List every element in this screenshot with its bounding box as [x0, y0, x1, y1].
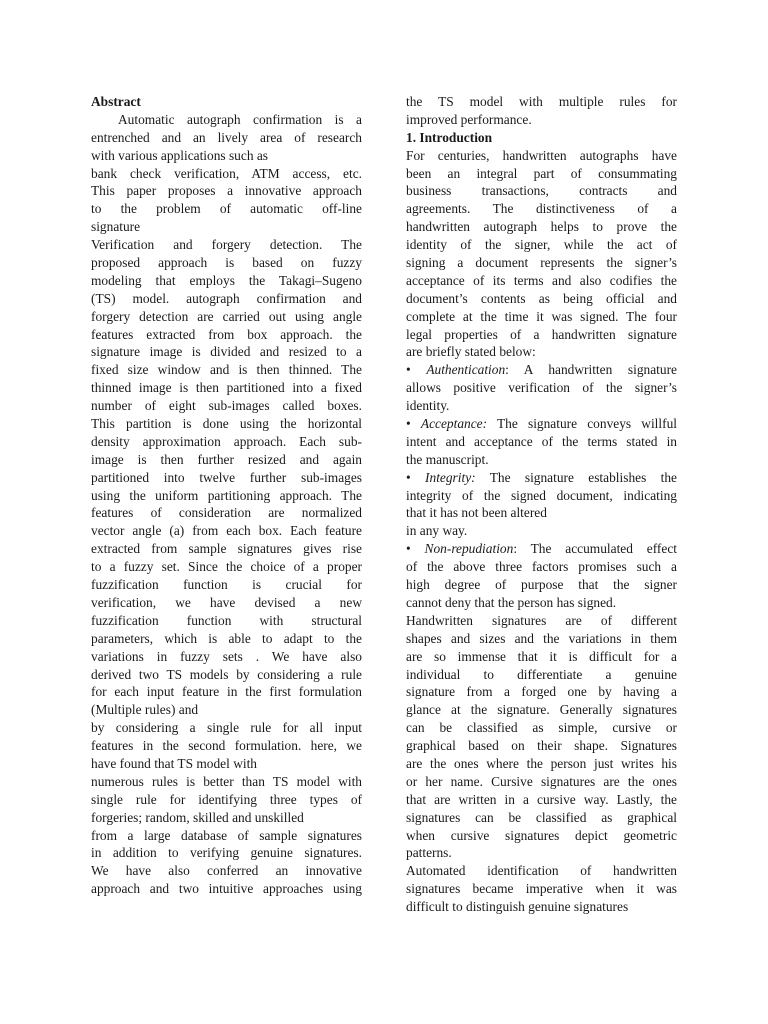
bullet-icon: •: [406, 469, 411, 485]
bullet-text: The signature establishes the: [475, 469, 677, 485]
abstract-line: partitioned into twelve further sub-images: [91, 469, 362, 485]
abstract-line: proposed approach is based on fuzzy: [91, 255, 362, 271]
abstract-line: This partition is done using the horizontal: [91, 416, 362, 432]
body-line: individual to differentiate a genuine: [406, 666, 677, 682]
bullet-line: identity.: [406, 398, 450, 414]
body-line: Handwritten signatures are of different: [406, 612, 677, 628]
body-line: graphical based on their shape. Signatures: [406, 738, 677, 754]
abstract-line: thinned image is then partitioned into a fixed: [91, 380, 362, 396]
body-line: when cursive signatures depict geometric: [406, 827, 677, 843]
introduction-heading: 1. Introduction: [406, 129, 493, 145]
abstract-line: fuzzification function with structural: [91, 612, 362, 628]
abstract-line: by considering a single rule for all input: [91, 720, 362, 736]
intro-line: For centuries, handwritten autographs have: [406, 147, 677, 163]
abstract-line: from a large database of sample signatures: [91, 827, 362, 843]
bullet-text: : A handwritten signature: [505, 362, 677, 378]
body-line: signature from a forged one by having a: [406, 684, 677, 700]
bullet-text: : The accumulated effect: [513, 541, 677, 557]
abstract-line: single rule for identifying three types of: [91, 791, 362, 807]
abstract-line: features in the second formulation. here, we: [91, 738, 362, 754]
intro-line: identity of the signer, while the act of: [406, 237, 677, 253]
body-line: shapes and sizes and the variations in them: [406, 630, 677, 646]
body-line: are so immense that it is difficult for a: [406, 648, 677, 664]
abstract-heading: Abstract: [91, 94, 141, 109]
abstract-line: signature: [91, 219, 141, 235]
abstract-line: variations in fuzzy sets . We have also: [91, 648, 362, 664]
abstract-line: derived two TS models by considering a rule: [91, 666, 362, 682]
bullet-authentication: [406, 361, 677, 379]
term-non-repudiation: Non-repudiation: [424, 541, 514, 557]
bullet-line: allows positive verification of the signer’s: [406, 380, 677, 396]
abstract-line: This paper proposes a innovative approach: [91, 183, 362, 199]
term-acceptance: Acceptance:: [420, 416, 488, 432]
abstract-line: to the problem of automatic off-line: [91, 201, 362, 217]
abstract-line: entrenched and an lively area of research: [91, 129, 362, 145]
abstract-line: numerous rules is better than TS model with: [91, 773, 362, 789]
body-line: that are written in a cursive way. Lastly, the: [406, 791, 677, 807]
abstract-line: (Multiple rules) and: [91, 702, 199, 718]
bullet-icon: •: [406, 416, 411, 432]
bullet-non-repudiation: [406, 540, 677, 558]
abstract-line: approach and two intuitive approaches using: [91, 881, 362, 897]
bullet-text: The signature conveys willful: [487, 416, 677, 432]
abstract-line: modeling that employs the Takagi–Sugeno: [91, 272, 362, 288]
bullet-icon: •: [406, 541, 411, 557]
bullet-acceptance: [406, 415, 677, 433]
abstract-line: number of eight sub-images called boxes.: [91, 398, 362, 414]
abstract-line: density approximation approach. Each sub-: [91, 433, 362, 449]
abstract-line: with various applications such as: [91, 147, 269, 163]
abstract-line: forgery detection are carried out using angle: [91, 308, 362, 324]
abstract-line: features extracted from box approach. the: [91, 326, 362, 342]
term-authentication: Authentication: [426, 362, 506, 378]
abstract-line: using the uniform partitioning approach. The: [91, 487, 362, 503]
abstract-line: fixed size window and is then thinned. The: [91, 362, 362, 378]
body-line: glance at the signature. Generally signatures: [406, 702, 677, 718]
term-integrity: Integrity:: [425, 469, 476, 485]
body-line: signatures can be classified as graphical: [406, 809, 677, 825]
abstract-line: improved performance.: [406, 111, 532, 127]
body-line: patterns.: [406, 845, 452, 861]
intro-line: been an integral part of consummating: [406, 165, 677, 181]
bullet-line: of the above three factors promises such a: [406, 559, 677, 575]
abstract-line: have found that TS model with: [91, 755, 257, 771]
abstract-line: verification, we have devised a new: [91, 594, 362, 610]
bullet-line: that it has not been altered: [406, 505, 547, 521]
body-line: can be classified as simple, cursive or: [406, 720, 677, 736]
bullet-line: high degree of purpose that the signer: [406, 577, 677, 593]
bullet-line: cannot deny that the person has signed.: [406, 594, 617, 610]
abstract-line: (TS) model. autograph confirmation and: [91, 290, 362, 306]
abstract-line: Automatic autograph confirmation is a: [118, 111, 362, 127]
abstract-line: parameters, which is able to adapt to the: [91, 630, 362, 646]
intro-line: acceptance of its terms and also codifies the: [406, 272, 677, 288]
intro-line: signing a document represents the signer’s: [406, 255, 677, 271]
abstract-line: the TS model with multiple rules for: [406, 94, 677, 109]
intro-line: agreements. The distinctiveness of a: [406, 201, 677, 217]
body-line: are the ones where the person just writes his: [406, 755, 677, 771]
intro-line: business transactions, contracts and: [406, 183, 677, 199]
abstract-line: forgeries; random, skilled and unskilled: [91, 809, 304, 825]
abstract-line: We have also conferred an innovative: [91, 863, 362, 879]
intro-line: document’s contents as being official and: [406, 290, 677, 306]
abstract-line: vector angle (a) from each box. Each feature: [91, 523, 362, 539]
bullet-line: integrity of the signed document, indicating: [406, 487, 677, 503]
abstract-line: signature image is divided and resized to a: [91, 344, 362, 360]
introduction-column: [406, 93, 677, 916]
bullet-line: the manuscript.: [406, 451, 489, 467]
bullet-line: intent and acceptance of the terms stated in: [406, 433, 677, 449]
body-line: difficult to distinguish genuine signatures: [406, 899, 629, 915]
intro-line: are briefly stated below:: [406, 344, 536, 360]
abstract-line: Verification and forgery detection. The: [91, 237, 362, 253]
abstract-line: bank check verification, ATM access, etc.: [91, 165, 362, 181]
abstract-column: [91, 93, 362, 898]
intro-line: legal properties of a handwritten signature: [406, 326, 677, 342]
intro-line: complete at the time it was signed. The four: [406, 308, 677, 324]
abstract-line: features of consideration are normalized: [91, 505, 362, 521]
body-line: signatures became imperative when it was: [406, 881, 677, 897]
abstract-line: to a fuzzy set. Since the choice of a proper: [91, 559, 362, 575]
intro-line: handwritten autograph helps to prove the: [406, 219, 677, 235]
bullet-line: in any way.: [406, 523, 468, 539]
abstract-line: fuzzification function is crucial for: [91, 577, 362, 593]
abstract-line: image is then further resized and again: [91, 451, 362, 467]
body-line: Automated identification of handwritten: [406, 863, 677, 879]
bullet-icon: •: [406, 362, 411, 378]
body-line: or her name. Cursive signatures are the ones: [406, 773, 677, 789]
abstract-line: extracted from sample signatures gives rise: [91, 541, 362, 557]
abstract-line: in addition to verifying genuine signatures.: [91, 845, 362, 861]
bullet-integrity: [406, 469, 677, 487]
abstract-line: for each input feature in the first formulation: [91, 684, 362, 700]
